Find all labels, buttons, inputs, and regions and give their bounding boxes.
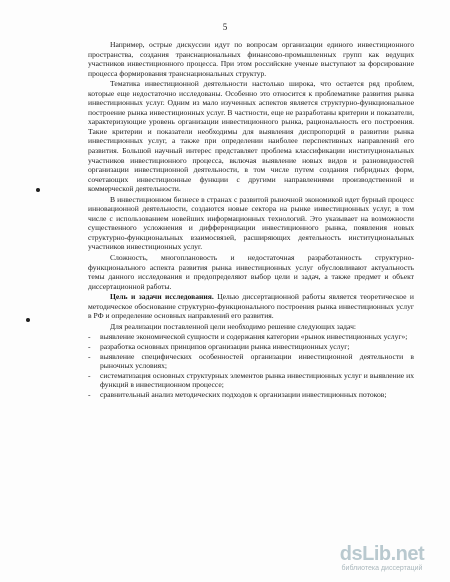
tasks-list [88, 332, 414, 399]
document-body [88, 40, 414, 399]
list-item-text: выявление экономической сущности и содержания категории «рынок инвестиционных услуг»; [100, 332, 408, 342]
goal-heading: Цель и задачи исследования. [110, 292, 214, 302]
list-dash: - [88, 332, 91, 342]
list-item-text: выявление специфических особенностей организации инвестиционной деятельности в рыночных условиях; [100, 351, 414, 371]
list-item [88, 342, 414, 352]
dslib-logo: dsLib.net [339, 543, 425, 565]
dslib-tagline: библиотека диссертаций [341, 565, 423, 572]
list-dash: - [88, 389, 91, 399]
dslib-watermark [328, 544, 436, 572]
list-item-text: разработка основных принципов организации рынка инвестиционных услуг; [100, 341, 350, 351]
list-item [88, 332, 414, 342]
list-dash: - [88, 351, 91, 361]
list-dash: - [88, 341, 91, 351]
goal-paragraph [88, 292, 414, 321]
paragraph-4: Сложность, многоплановость и недостаточная разработанность структурно-функционального аспекта развития рынка инвестиционных услуг обусловливают актуальность темы данного исследования и предопределяют выбор цели и задач, а также предмет и объект диссертационной работы. [88, 253, 414, 291]
tasks-intro: Для реализации поставленной цели необходимо решение следующих задач: [110, 321, 356, 331]
margin-dot-mark [36, 188, 40, 192]
margin-dot-mark [26, 318, 30, 322]
paragraph-3: В инвестиционном бизнесе в странах с развитой рыночной экономикой идет бурный процесс инновационной деятельности, создаются новые сектора на рынке инвестиционных услуг, в том числе с использованием новейших информационных технологий. Это указывает на возможности существенного усложнения и дифференциации инвестиционного рынка, появления новых структурно-функциональных взаимосвязей, расширяющих деятельность институциональных участников инвестиционных услуг. [88, 194, 414, 252]
list-item [88, 371, 414, 390]
list-item-text: систематизация основных структурных элементов рынка инвестиционных услуг и выявление их функций в инвестиционном процессе; [100, 370, 414, 390]
list-item-text: сравнительный анализ методических подходов к организации инвестиционных потоков; [100, 389, 387, 399]
list-item [88, 390, 414, 400]
page-number: 5 [222, 22, 228, 32]
paragraph-2: Тематика инвестиционной деятельности настолько широка, что остается ряд проблем, которые еще недостаточно исследованы. Особенно это относится к проблематике развития рынка инвестиционных услуг. Одним из мало изученных аспектов является структурно-функциональное построение рынка инвестиционных услуг. В частности, еще не разработаны критерии и показатели, характеризующие уровень организации инвестиционного рынка, рациональность его построения. Такие критерии и показатели необходимы для выявления диспропорций в развитии рынка инвестиционных услуг, а также при определении наиболее перспективных направлений его развития. Большой научный интерес представляет проблема классификации институциональных участников инвестиционного процесса, включая выявление новых видов и разновидностей организации инвестиционной деятельности, в том числе путем создания гибридных форм, сочетающих инвестиционные функции с другими направлениями производственной и коммерческой деятельности. [88, 79, 414, 194]
paragraph-1: Например, острые дискуссии идут по вопросам организации единого инвестиционного пространства, создания транснациональных финансово-промышленных групп как ведущих участников инвестиционного процесса. При этом российские ученые выступают за форсирование процесса формирования транснациональных структур. [88, 40, 414, 78]
goal-text: Целью диссертационной работы является теоретическое и методическое обоснование структурно-функционального построения рынка инвестиционных услуг в РФ и определение основных направлений его развития. [88, 292, 414, 321]
list-item [88, 352, 414, 371]
list-dash: - [88, 370, 91, 380]
